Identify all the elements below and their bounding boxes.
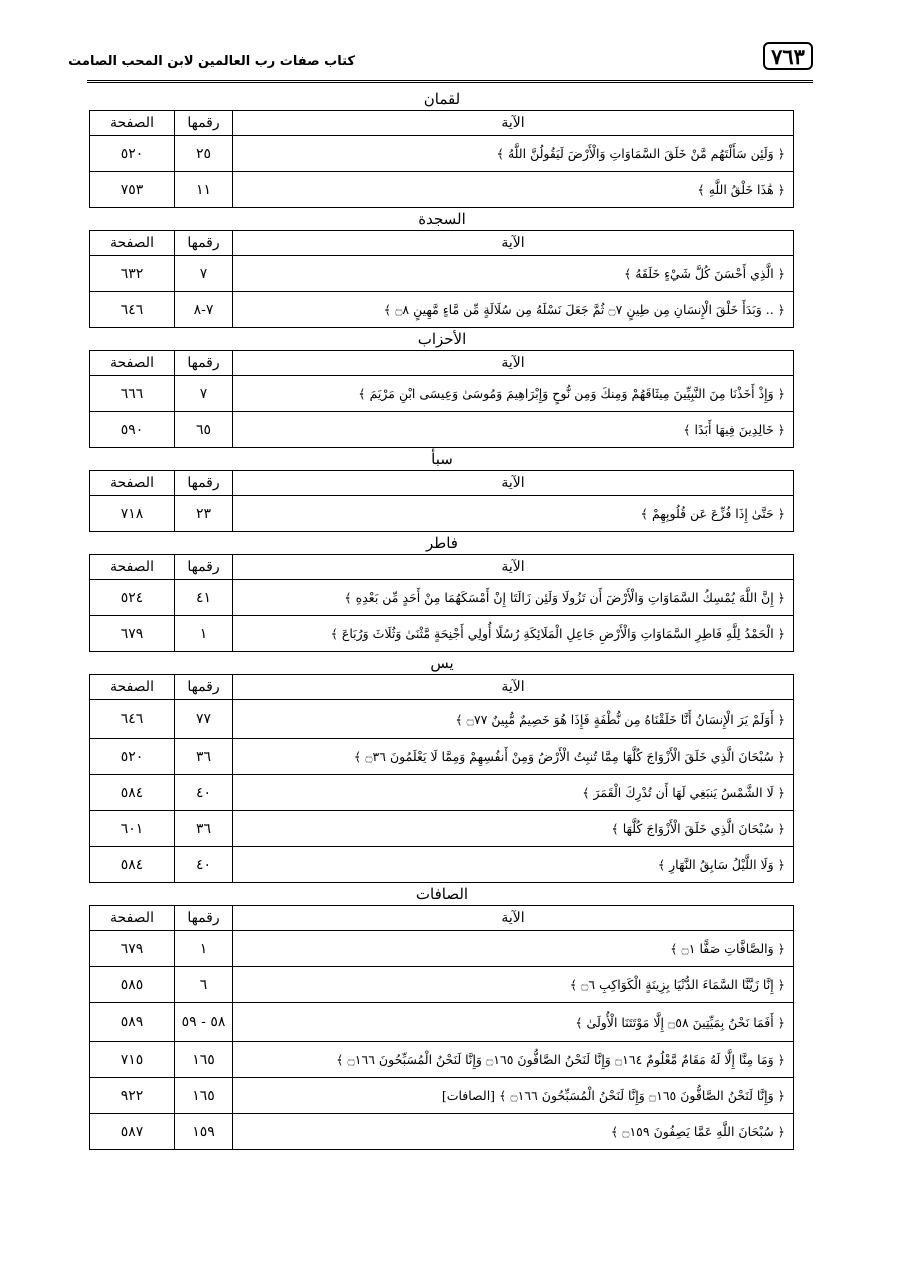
header-page: الصفحة <box>90 351 175 376</box>
header-page: الصفحة <box>90 231 175 256</box>
ayah-number: ٢٣ <box>175 496 233 532</box>
page-reference: ٦٤٦ <box>90 700 175 739</box>
page-reference: ٥٢٠ <box>90 739 175 775</box>
page-reference: ٦٣٢ <box>90 256 175 292</box>
header-number: رقمها <box>175 111 233 136</box>
table-row <box>90 847 794 883</box>
ayah-number: ٣٦ <box>175 739 233 775</box>
header-number: رقمها <box>175 675 233 700</box>
table-row <box>90 1042 794 1078</box>
surah-title: سبأ <box>431 450 453 468</box>
table-header-row <box>90 471 794 496</box>
ayah-number: ٥٨ - ٥٩ <box>175 1003 233 1042</box>
verse-table <box>89 350 794 448</box>
ayah-number: ١ <box>175 616 233 652</box>
verse-table <box>89 110 794 208</box>
ayah-text: ﴿ لَا الشَّمْسُ يَنبَغِي لَهَا أَن تُدْرِكَ الْقَمَرَ ﴾ <box>233 775 794 811</box>
table-row <box>90 412 794 448</box>
surah-title: السجدة <box>418 210 466 228</box>
page-reference: ٦٦٦ <box>90 376 175 412</box>
table-row <box>90 616 794 652</box>
ayah-text: ﴿ أَوَلَمْ يَرَ الْإِنسَانُ أَنَّا خَلَقْنَاهُ مِن نُّطْفَةٍ فَإِذَا هُوَ خَصِيمٌ مُّبِينٌ ۝٧٧ ﴾ <box>233 700 794 739</box>
ayah-number: ٦٥ <box>175 412 233 448</box>
surah-title: يس <box>430 654 454 672</box>
table-row <box>90 811 794 847</box>
header-number: رقمها <box>175 555 233 580</box>
page-reference: ٦٤٦ <box>90 292 175 328</box>
ayah-number: ٧ <box>175 376 233 412</box>
ayah-text: ﴿ وَلَا اللَّيْلُ سَابِقُ النَّهَارِ ﴾ <box>233 847 794 883</box>
ayah-text: ﴿ إِنَّ اللَّهَ يُمْسِكُ السَّمَاوَاتِ وَالْأَرْضَ أَن تَزُولَا وَلَئِن زَالَتَا إِنْ أَمْسَكَهُمَا مِنْ أَحَدٍ مِّن بَعْدِهِ ﴾ <box>233 580 794 616</box>
table-header-row <box>90 555 794 580</box>
page-reference: ٧٥٣ <box>90 172 175 208</box>
ayah-number: ٤٠ <box>175 775 233 811</box>
header-ayah: الآية <box>233 471 794 496</box>
table-row <box>90 931 794 967</box>
table-header-row <box>90 675 794 700</box>
ayah-number: ٦ <box>175 967 233 1003</box>
table-row <box>90 1078 794 1114</box>
table-row <box>90 136 794 172</box>
ayah-text: ﴿ وَلَئِن سَأَلْتَهُم مَّنْ خَلَقَ السَّمَاوَاتِ وَالْأَرْضَ لَيَقُولُنَّ اللَّهُ ﴾ <box>233 136 794 172</box>
book-title: كتاب صفات رب العالمين لابن المحب الصامت <box>68 54 355 69</box>
header-ayah: الآية <box>233 906 794 931</box>
page-reference: ٥٨٧ <box>90 1114 175 1150</box>
ayah-text: ﴿ وَمَا مِنَّا إِلَّا لَهُ مَقَامٌ مَّعْلُومٌ ۝١٦٤ وَإِنَّا لَنَحْنُ الصَّافُّونَ ۝١٦٥ وَإِنَّا لَنَحْنُ الْمُسَبِّحُونَ ۝١٦٦ ﴾ <box>233 1042 794 1078</box>
table-header-row <box>90 111 794 136</box>
verse-table <box>89 554 794 652</box>
ayah-number: ١٥٩ <box>175 1114 233 1150</box>
ayah-text: ﴿ سُبْحَانَ الَّذِي خَلَقَ الْأَزْوَاجَ كُلَّهَا مِمَّا تُنبِتُ الْأَرْضُ وَمِنْ أَنفُسِهِمْ وَمِمَّا لَا يَعْلَمُونَ ۝٣٦ ﴾ <box>233 739 794 775</box>
page-reference: ٦٧٩ <box>90 931 175 967</box>
page-reference: ٥٨٩ <box>90 1003 175 1042</box>
ayah-number: ١١ <box>175 172 233 208</box>
ayah-text: ﴿ سُبْحَانَ اللَّهِ عَمَّا يَصِفُونَ ۝١٥٩ ﴾ <box>233 1114 794 1150</box>
ayah-number: ٤١ <box>175 580 233 616</box>
ayah-number: ٧-٨ <box>175 292 233 328</box>
table-row <box>90 967 794 1003</box>
ayah-number: ٤٠ <box>175 847 233 883</box>
header-page: الصفحة <box>90 111 175 136</box>
ayah-number: ٣٦ <box>175 811 233 847</box>
page-reference: ٥٩٠ <box>90 412 175 448</box>
ayah-text: ﴿ الَّذِي أَحْسَنَ كُلَّ شَيْءٍ خَلَقَهُ ﴾ <box>233 256 794 292</box>
page-reference: ٧١٨ <box>90 496 175 532</box>
table-row <box>90 292 794 328</box>
header-page: الصفحة <box>90 555 175 580</box>
ayah-number: ١٦٥ <box>175 1042 233 1078</box>
verse-table <box>89 230 794 328</box>
table-row <box>90 256 794 292</box>
surah-title: الأحزاب <box>417 330 467 348</box>
ayah-text: ﴿ الْحَمْدُ لِلَّهِ فَاطِرِ السَّمَاوَاتِ وَالْأَرْضِ جَاعِلِ الْمَلَائِكَةِ رُسُلًا أُولِي أَجْنِحَةٍ مَّثْنَىٰ وَثُلَاثَ وَرُبَاعَ ﴾ <box>233 616 794 652</box>
ayah-text: ﴿ أَفَمَا نَحْنُ بِمَيِّتِينَ ۝٥٨ إِلَّا مَوْتَتَنَا الْأُولَىٰ ﴾ <box>233 1003 794 1042</box>
table-header-row <box>90 351 794 376</box>
header-ayah: الآية <box>233 555 794 580</box>
page-reference: ٥٨٤ <box>90 847 175 883</box>
table-row <box>90 700 794 739</box>
verse-table <box>89 674 794 883</box>
table-header-row <box>90 231 794 256</box>
ayah-text: ﴿ سُبْحَانَ الَّذِي خَلَقَ الْأَزْوَاجَ كُلَّهَا ﴾ <box>233 811 794 847</box>
page-reference: ٥٢٤ <box>90 580 175 616</box>
ayah-text: ﴿ حَتَّىٰ إِذَا فُزِّعَ عَن قُلُوبِهِمْ ﴾ <box>233 496 794 532</box>
table-row <box>90 376 794 412</box>
surah-title: فاطر <box>426 534 458 552</box>
header-ayah: الآية <box>233 675 794 700</box>
table-header-row <box>90 906 794 931</box>
header-number: رقمها <box>175 231 233 256</box>
table-row <box>90 172 794 208</box>
ayah-number: ٧ <box>175 256 233 292</box>
table-row <box>90 739 794 775</box>
header-ayah: الآية <box>233 231 794 256</box>
verse-table <box>89 905 794 1150</box>
header-number: رقمها <box>175 471 233 496</box>
verse-index <box>90 88 794 1150</box>
header-divider <box>87 80 813 83</box>
page-header <box>0 0 900 90</box>
table-row <box>90 1003 794 1042</box>
page-number: ٧٦٣ <box>763 42 813 70</box>
page-reference: ٧١٥ <box>90 1042 175 1078</box>
ayah-text: ﴿ .. وَبَدَأَ خَلْقَ الْإِنسَانِ مِن طِينٍ ۝٧ ثُمَّ جَعَلَ نَسْلَهُ مِن سُلَالَةٍ مِّن مَّاءٍ مَّهِينٍ ۝٨ ﴾ <box>233 292 794 328</box>
ayah-text: ﴿ هَٰذَا خَلْقُ اللَّهِ ﴾ <box>233 172 794 208</box>
verse-table <box>89 470 794 532</box>
ayah-text: ﴿ إِنَّا زَيَّنَّا السَّمَاءَ الدُّنْيَا بِزِينَةٍ الْكَوَاكِبِ ۝٦ ﴾ <box>233 967 794 1003</box>
page-reference: ٥٨٤ <box>90 775 175 811</box>
table-row <box>90 580 794 616</box>
ayah-text: ﴿ وَإِذْ أَخَذْنَا مِنَ النَّبِيِّينَ مِيثَاقَهُمْ وَمِنكَ وَمِن نُّوحٍ وَإِبْرَاهِيمَ وَمُوسَىٰ وَعِيسَى ابْنِ مَرْيَمَ ﴾ <box>233 376 794 412</box>
header-number: رقمها <box>175 906 233 931</box>
page-reference: ٥٨٥ <box>90 967 175 1003</box>
header-page: الصفحة <box>90 906 175 931</box>
ayah-text: ﴿ وَالصَّافَّاتِ صَفًّا ۝١ ﴾ <box>233 931 794 967</box>
ayah-number: ٧٧ <box>175 700 233 739</box>
ayah-number: ١ <box>175 931 233 967</box>
table-row <box>90 775 794 811</box>
table-row <box>90 496 794 532</box>
page-reference: ٦٠١ <box>90 811 175 847</box>
header-number: رقمها <box>175 351 233 376</box>
page-reference: ٦٧٩ <box>90 616 175 652</box>
table-row <box>90 1114 794 1150</box>
header-ayah: الآية <box>233 111 794 136</box>
header-ayah: الآية <box>233 351 794 376</box>
ayah-text: ﴿ خَالِدِينَ فِيهَا أَبَدًا ﴾ <box>233 412 794 448</box>
ayah-number: ٢٥ <box>175 136 233 172</box>
surah-title: لقمان <box>423 90 461 108</box>
header-page: الصفحة <box>90 471 175 496</box>
page-reference: ٥٢٠ <box>90 136 175 172</box>
page-reference: ٩٢٢ <box>90 1078 175 1114</box>
ayah-number: ١٦٥ <box>175 1078 233 1114</box>
ayah-text: ﴿ وَإِنَّا لَنَحْنُ الصَّافُّونَ ۝١٦٥ وَإِنَّا لَنَحْنُ الْمُسَبِّحُونَ ۝١٦٦ ﴾ [الصافات] <box>233 1078 794 1114</box>
header-page: الصفحة <box>90 675 175 700</box>
surah-title: الصافات <box>415 885 469 903</box>
